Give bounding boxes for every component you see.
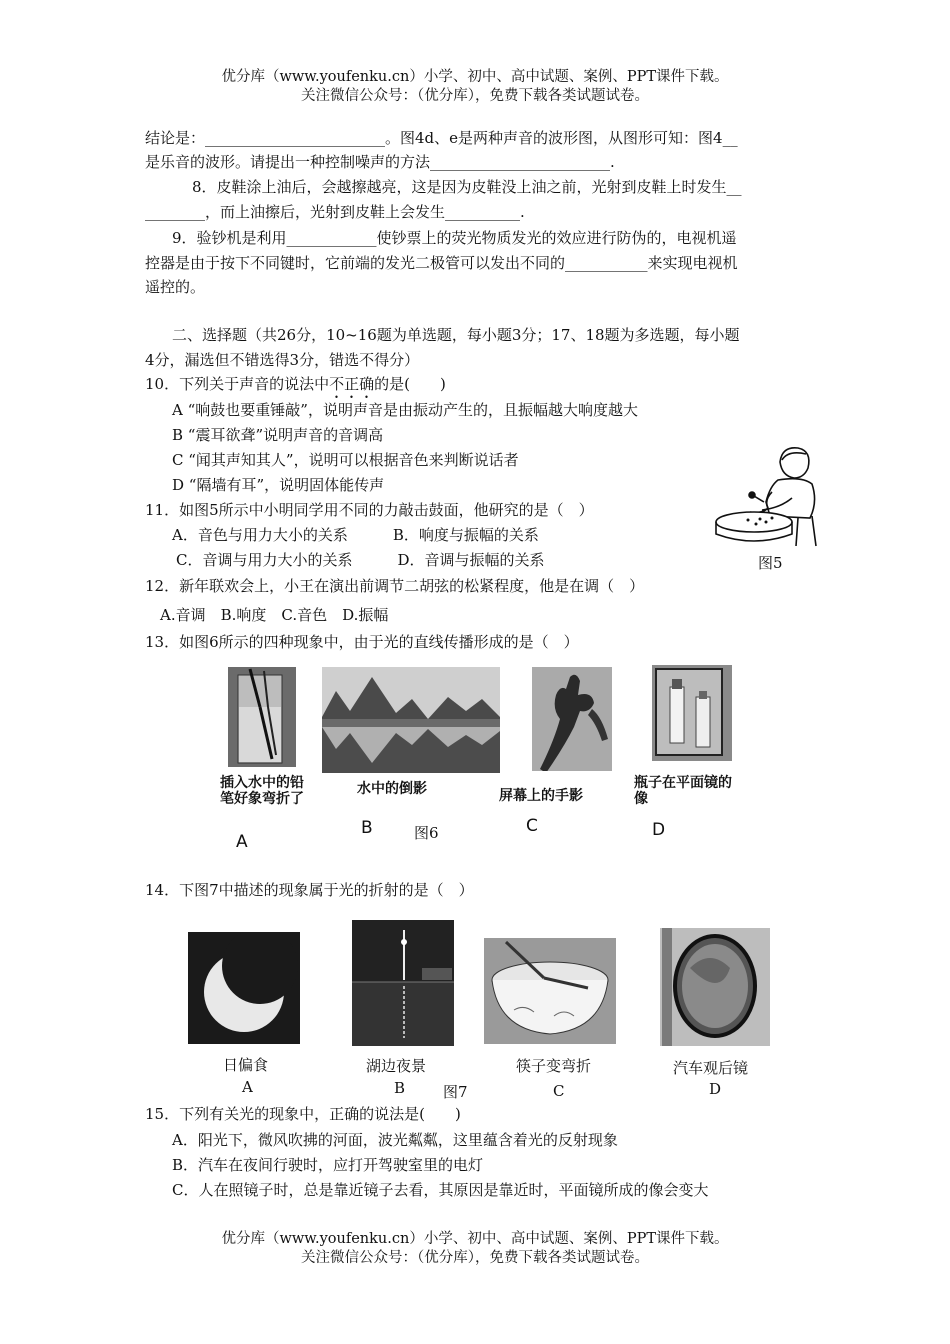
option-b: B “震耳欲聋”说明声音的音调高 [172, 426, 384, 444]
text-line: 遥控的。 [145, 278, 206, 296]
header-line-1: 优分库（www.youfenku.cn）小学、初中、高中试题、案例、PPT课件下载。 [221, 69, 729, 85]
caption-7d: 汽车观后镜 [673, 1059, 749, 1077]
option-c: C “闻其声知其人”，说明可以根据音色来判断说话者 [172, 451, 519, 469]
question-14-stem: 14．下图7中描述的现象属于光的折射的是（ ） [145, 881, 474, 899]
option-d: D “隔墙有耳”，说明固体能传声 [172, 476, 385, 494]
caption-7a: 日偏食 [223, 1056, 269, 1074]
text-line: ________，而上油擦后，光射到皮鞋上会发生__________. [145, 203, 525, 221]
letter-6d: D [652, 820, 666, 840]
footer-line-2: 关注微信公众号：（优分库），免费下载各类试题试卷。 [301, 1250, 649, 1266]
figure-6b-reflection [322, 667, 500, 773]
footer-line-1: 优分库（www.youfenku.cn）小学、初中、高中试题、案例、PPT课件下载。 [221, 1231, 729, 1247]
figure-5-drummer [712, 440, 837, 550]
figure-7-label: 图7 [443, 1083, 468, 1101]
option-b: B．汽车在夜间行驶时，应打开驾驶室里的电灯 [172, 1156, 484, 1174]
options-cd: C．音调与用力大小的关系 D．音调与振幅的关系 [176, 551, 545, 569]
letter-7b: B [394, 1079, 406, 1097]
caption-7c: 筷子变弯折 [516, 1057, 592, 1075]
caption-7b: 湖边夜景 [366, 1057, 427, 1075]
text-line: 是乐音的波形。请提出一种控制噪声的方法________________________. [145, 153, 615, 171]
figure-6-label: 图6 [414, 824, 439, 842]
figure-7b-lake-night [352, 920, 454, 1046]
caption-6b: 水中的倒影 [357, 781, 427, 797]
question-13-stem: 13．如图6所示的四种现象中，由于光的直线传播形成的是（ ） [145, 633, 579, 651]
letter-6b: B [361, 818, 373, 838]
figure-6c-hand-shadow [532, 667, 612, 771]
question-12-options: A.音调 B.响度 C.音色 D.振幅 [160, 606, 389, 624]
letter-6c: C [526, 816, 538, 836]
emphasis-text: 不正确 [329, 375, 375, 393]
caption-6d: 瓶子在平面镜的像 [634, 775, 732, 807]
letter-7c: C [553, 1082, 565, 1100]
text-line: 结论是：________________________。图4d、e是两种声音的波形图，从图形可知：图4__ [145, 129, 738, 147]
caption-6c: 屏幕上的手影 [499, 788, 583, 804]
section-title: 二、选择题（共26分，10~16题为单选题，每小题3分；17、18题为多选题，每小题 [172, 326, 740, 344]
option-a: A．阳光下，微风吹拂的河面，波光粼粼，这里蕴含着光的反射现象 [172, 1131, 618, 1149]
option-a: A “响鼓也要重锤敲”，说明声音是由振动产生的，且振幅越大响度越大 [172, 401, 638, 419]
question-9: 9．验钞机是利用____________使钞票上的荧光物质发光的效应进行防伪的，电视机遥 [172, 229, 737, 247]
figure-6d-bottle-mirror [652, 665, 732, 761]
question-12-stem: 12．新年联欢会上，小王在演出前调节二胡弦的松紧程度，他是在调（ ） [145, 577, 645, 595]
question-15-stem: 15．下列有关光的现象中，正确的说法是( ) [145, 1105, 461, 1123]
options-ab: A．音色与用力大小的关系 B．响度与振幅的关系 [172, 526, 539, 544]
figure-6a-pencil-in-water [228, 667, 296, 767]
option-c: C．人在照镜子时，总是靠近镜子去看，其原因是靠近时，平面镜所成的像会变大 [172, 1181, 709, 1199]
figure-7a-partial-eclipse [188, 932, 300, 1044]
letter-6a: A [236, 832, 248, 852]
header-line-2: 关注微信公众号：（优分库），免费下载各类试题试卷。 [301, 88, 649, 104]
section-note: 4分，漏选但不错选得3分，错选不得分） [145, 351, 420, 369]
question-8: 8．皮鞋涂上油后，会越擦越亮，这是因为皮鞋没上油之前，光射到皮鞋上时发生__ [192, 178, 742, 196]
letter-7a: A [242, 1078, 253, 1096]
question-10-stem: 10．下列关于声音的说法中不正确的是( ) [145, 375, 446, 393]
figure-7c-bent-chopstick [484, 938, 616, 1044]
question-11-stem: 11．如图5所示中小明同学用不同的力敲击鼓面，他研究的是（ ） [145, 501, 594, 519]
figure-5-label: 图5 [758, 554, 783, 572]
figure-7d-convex-mirror [660, 928, 770, 1046]
text-line: 控器是由于按下不同键时，它前端的发光二极管可以发出不同的___________来实现电视机 [145, 254, 738, 272]
caption-6a: 插入水中的铅笔好象弯折了 [220, 775, 304, 807]
letter-7d: D [709, 1080, 722, 1098]
